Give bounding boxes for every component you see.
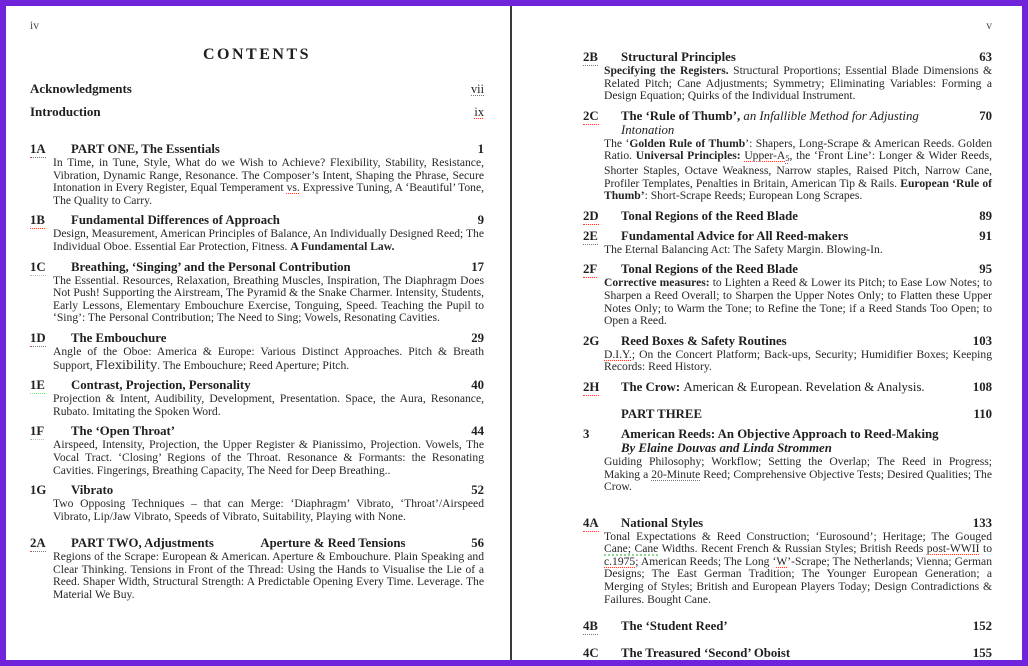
- description-text: ; On the Concert Platform; Back-ups, Security; Humidifier Boxes; Keeping Records: Reed History.: [604, 347, 992, 374]
- front-matter-page-link[interactable]: ix: [474, 105, 484, 119]
- front-matter-label: Acknowledgments: [30, 81, 132, 96]
- section-page-number: 133: [972, 515, 992, 530]
- toc-entry: [30, 331, 484, 372]
- ref-link[interactable]: D.I.Y.: [604, 347, 632, 361]
- title-text: Structural Principles: [621, 50, 736, 64]
- section-title: [621, 229, 848, 243]
- description-text: ; American Reeds; The Long ‘: [635, 554, 777, 568]
- section-title: [71, 424, 175, 438]
- title-text: The Embouchure: [71, 330, 167, 345]
- section-id: 3: [583, 426, 590, 441]
- title-text: PART THREE: [621, 406, 702, 421]
- title-text: an Infallible Method for Adjusting Intonation: [621, 108, 919, 137]
- description-text: Guiding Philosophy; Workflow; Setting the Overlap; The Reed in Progress; Making a: [604, 454, 992, 481]
- section-description: [53, 393, 484, 418]
- section-description: [53, 228, 484, 253]
- toc-entry: [583, 50, 992, 103]
- section-page-number: 9: [477, 213, 484, 228]
- section-title: [71, 536, 214, 550]
- section-title: [621, 407, 702, 421]
- title-text: American & European. Revelation & Analysis.: [683, 379, 925, 394]
- section-page-number: 155: [972, 646, 992, 660]
- title-text: Reed Boxes & Safety Routines: [621, 333, 787, 348]
- section-title: [621, 619, 728, 633]
- description-text: Projection & Intent, Audibility, Development, Presentation. Space, the Aura, Resonance, Rubato. Imitating the Spoken Word.: [53, 392, 484, 418]
- description-text: Design, Measurement, American Principles of Balance, An Individually Designed Reed; The Individual Oboe. Essential Ear Protection, Fitness.: [53, 227, 484, 253]
- section-title: [621, 646, 790, 660]
- section-description: [604, 531, 992, 607]
- section-title: [621, 334, 787, 348]
- description-text: The Essential. Resources, Relaxation, Breathing Muscles, Inspiration, The Diaphragm Does Not Push! Supporting the Airstream, The Pyramid & the Snake Charmer. Intensity, Students, Early Lessons, Elementary Embouchure Exercise, Tonguing, Speed. Teaching the Pupil to ‘Sing’: The Personal Contribution; The Need to Sing; Vowels, Resonating Cavities.: [53, 273, 484, 325]
- description-text: Angle of the Oboe: America & Europe: Various Distinct Approaches. Pitch & Breath Support,: [53, 344, 484, 372]
- front-matter-list: [30, 81, 484, 120]
- description-text: A Fundamental Law.: [290, 239, 395, 253]
- section-page-number: 56: [471, 536, 484, 551]
- description-text: European ‘Rule of Thumb’: [604, 176, 992, 203]
- section-page-number: 110: [973, 406, 992, 421]
- toc-entry: [583, 209, 992, 223]
- section-description: [604, 349, 992, 374]
- section-id[interactable]: 2H: [583, 379, 600, 394]
- section-description: [53, 551, 484, 601]
- toc-entry: [30, 483, 484, 523]
- section-page-number: 17: [471, 259, 484, 274]
- section-id[interactable]: 1E: [30, 378, 45, 393]
- section-description: [604, 277, 992, 327]
- section-page-number: 29: [471, 330, 484, 345]
- section-page-number: 152: [972, 619, 992, 634]
- section-page-number: 44: [471, 424, 484, 439]
- section-byline: By Elaine Douvas and Linda Strommen: [621, 440, 832, 455]
- front-matter-label: Introduction: [30, 104, 101, 119]
- section-title: [71, 378, 251, 392]
- description-text: Tonal Expectations & Reed Construction; ‘Eurosound’; Heritage; The Gouged: [604, 529, 992, 543]
- title-text: The Crow:: [621, 379, 684, 394]
- ref-link[interactable]: post-WWII: [926, 542, 980, 556]
- section-page-number: 108: [972, 379, 992, 394]
- title-text: Tonal Regions of the Reed Blade: [621, 262, 798, 277]
- toc-entries-right: [583, 50, 992, 660]
- title-text: Contrast, Projection, Personality: [71, 378, 251, 393]
- section-title: [71, 260, 351, 274]
- description-text: The ‘: [604, 136, 630, 150]
- ref-link[interactable]: 5: [785, 153, 790, 164]
- description-text: , the ‘Front Line’: Longer & Wider Reeds, Shorter Staples, Octave Weakness, Narrow staples, Raised Pitch, Narrow Cane, Profiler Templates, Penalties in Britain, American Tip & Rails.: [604, 149, 992, 190]
- description-text: Structural Proportions; Essential Blade Dimensions & Related Pitch; Cane Adjustments; Symmetry; Eliminating Variables: Forming a Design Equation; Quirks of the Individual Instrument.: [604, 64, 993, 103]
- description-text: Specifying the Registers.: [604, 64, 734, 77]
- ref-link[interactable]: vs.: [286, 181, 300, 195]
- toc-entry: [583, 516, 992, 607]
- section-id[interactable]: 2F: [583, 262, 598, 277]
- title-text: Breathing, ‘Singing’ and the Personal Contribution: [71, 259, 351, 274]
- section-title: [621, 209, 798, 223]
- title-text: The ‘Open Throat’: [71, 424, 176, 439]
- section-title: [621, 262, 798, 276]
- toc-entry: [583, 229, 992, 257]
- section-description: [604, 244, 992, 257]
- section-id[interactable]: 1C: [30, 259, 46, 274]
- section-title: [621, 380, 925, 394]
- section-id: 1G: [30, 483, 47, 498]
- section-description: [53, 157, 484, 207]
- title-text: Fundamental Differences of Approach: [71, 213, 280, 228]
- title-text: PART TWO, Adjustments: [71, 536, 214, 551]
- section-id[interactable]: 1B: [30, 213, 45, 228]
- section-title: [71, 331, 166, 345]
- description-text: : Short-Scrape Reeds; European Long Scrapes.: [644, 189, 863, 203]
- section-description: [53, 439, 484, 477]
- section-description: [53, 346, 484, 372]
- section-page-number: 52: [471, 483, 484, 498]
- section-page-number: 95: [979, 262, 992, 277]
- section-title: [71, 483, 113, 497]
- section-id[interactable]: 4A: [583, 515, 599, 530]
- description-text: Reed; Comprehensive Objective Tests; Desired Qualities; The Crow.: [604, 467, 992, 494]
- contents-heading: CONTENTS: [202, 46, 312, 63]
- toc-entry: [583, 380, 992, 394]
- title-text: Vibrato: [71, 483, 114, 498]
- description-text: Flexibility: [95, 357, 158, 372]
- toc-entry: [583, 646, 992, 660]
- section-id[interactable]: 2A: [30, 536, 46, 551]
- title-text: The ‘Rule of Thumb’,: [621, 108, 744, 123]
- section-id[interactable]: 2D: [583, 208, 599, 223]
- toc-entry: [583, 262, 992, 327]
- toc-entry: [30, 378, 484, 418]
- description-text: Widths. Recent French & Russian Styles; British Reeds: [658, 542, 927, 556]
- section-subtitle: Aperture & Reed Tensions: [260, 536, 406, 551]
- ref-link[interactable]: c.1975: [604, 554, 636, 568]
- description-text: . The Embouchure; Reed Aperture; Pitch.: [157, 358, 350, 372]
- description-text: to Lighten a Reed & Lower its Pitch; to Ease Low Notes; to Sharpen a Reed Overall; to Sharpen the Upper Notes Only; to Flatten these Upper Notes Only; to Warm the Tone; to Refine the Tone; if a Reed Stands Too Open; to Open a Reed.: [604, 276, 992, 328]
- page-number-left: iv: [30, 20, 39, 32]
- section-description: [53, 275, 484, 325]
- section-description: [604, 65, 992, 103]
- front-matter-page-link[interactable]: vii: [471, 82, 484, 96]
- section-id[interactable]: 1D: [30, 330, 46, 345]
- title-text: Fundamental Advice for All Reed-makers: [621, 228, 849, 243]
- description-text: Regions of the Scrape: European & American. Aperture & Embouchure. Plain Speaking and Clear Thinking. Tensions in Front of the Thread: Using the Hands to Visualise the Lie of a Reed. Shaper Width, Structural Strength: A Predictable Opening Every Time. Leverage. The Material We Buy.: [53, 550, 484, 602]
- toc-entry: [583, 619, 992, 633]
- toc-entry: [30, 213, 484, 253]
- title-text: The ‘Student Reed’: [621, 619, 728, 634]
- description-text: ’-Scrape; The Netherlands; Vienna; German Designs; The East German Tradition; The Younger European Generation; a Merging of Styles; British and European Players Today; Design Contradictions & Failures. Bought Cane.: [604, 554, 992, 606]
- description-text: Universal Principles:: [635, 149, 745, 163]
- title-text: American Reeds: An Objective Approach to Reed-Making: [621, 426, 939, 441]
- description-text: Two Opposing Techniques – that can Merge: ‘Diaphragm’ Vibrato, ‘Throat’/Airspeed Vibrato, Lip/Jaw Vibrato, Speeds of Vibrato, Suitability, Playing with None.: [53, 497, 484, 523]
- description-text: to: [979, 542, 993, 556]
- section-page-number: 63: [979, 50, 992, 64]
- section-title: [621, 427, 939, 455]
- description-text: ’: Shapers, Long-Scrape & American Reeds. Golden Ratio.: [604, 136, 992, 163]
- section-page-number: 40: [471, 378, 484, 393]
- section-id[interactable]: 2E: [583, 228, 598, 243]
- section-id: 2G: [583, 333, 600, 348]
- ref-link[interactable]: Cane; Cane: [604, 542, 659, 556]
- description-text: Airspeed, Intensity, Projection, the Upper Register & Pianissimo, Projection. Vowels, The Vocal Tract. ‘Closing’ Regions of the Throat. Resonance & Formants: the Resonating Cavities. Fingerings, Breathing Capacity, The Need for Deep Breathing..: [53, 438, 484, 477]
- section-title: [621, 50, 736, 64]
- section-title: [71, 142, 220, 156]
- toc-entry: [583, 334, 992, 374]
- section-id[interactable]: 1A: [30, 142, 46, 156]
- toc-entry: [30, 536, 484, 601]
- section-description: [53, 498, 484, 523]
- section-id[interactable]: 2B: [583, 50, 598, 64]
- section-id[interactable]: 2C: [583, 108, 599, 123]
- section-page-number: 91: [979, 228, 992, 243]
- front-matter-row: [30, 104, 484, 120]
- ref-link[interactable]: Upper-A: [744, 149, 786, 163]
- toc-entry: [583, 109, 992, 203]
- title-text: PART ONE, The Essentials: [71, 142, 220, 156]
- title-text: Tonal Regions of the Reed Blade: [621, 208, 798, 223]
- section-id[interactable]: 4C: [583, 646, 621, 660]
- toc-entry: [583, 427, 992, 494]
- section-description: [604, 138, 992, 203]
- section-page-number: 89: [979, 208, 992, 223]
- toc-entry: [30, 260, 484, 325]
- toc-entry: [30, 142, 484, 207]
- title-text: The Treasured ‘Second’ Oboist: [621, 646, 791, 660]
- section-title: [621, 516, 703, 530]
- page-number-right: v: [986, 20, 992, 32]
- section-description: [604, 456, 992, 494]
- toc-entries-left: [30, 142, 484, 602]
- section-page-number: 70: [979, 108, 992, 123]
- description-text: Golden Rule of Thumb: [629, 136, 746, 150]
- section-title: [621, 109, 960, 137]
- section-page-number: 1: [477, 142, 484, 156]
- front-matter-row: [30, 81, 484, 97]
- section-id[interactable]: 4B: [583, 619, 598, 634]
- toc-entry: [583, 407, 992, 421]
- section-id[interactable]: 1F: [30, 424, 45, 439]
- page-right: [512, 6, 1022, 660]
- ref-link[interactable]: W: [776, 554, 788, 568]
- section-page-number: 103: [972, 333, 992, 348]
- section-title: [71, 213, 280, 227]
- description-text: The Eternal Balancing Act: The Safety Margin. Blowing-In.: [604, 242, 883, 256]
- ref-link[interactable]: 20-Minute: [651, 467, 701, 481]
- description-text: In Time, in Tune, Style, What do we Wish to Achieve? Flexibility, Stability, Resistance, Vibration, Dynamic Range, Resonance. The Composer’s Intent, Shaping the Phrase, Secure Intonation in Every Register, Equal Temperament: [53, 156, 484, 195]
- description-text: Expressive Tuning, A ‘Beautiful’ Tone, The Quality to Carry.: [53, 181, 484, 207]
- title-text: National Styles: [621, 515, 704, 530]
- toc-entry: [30, 424, 484, 477]
- page-left: [6, 6, 510, 660]
- description-text: Corrective measures:: [604, 276, 713, 290]
